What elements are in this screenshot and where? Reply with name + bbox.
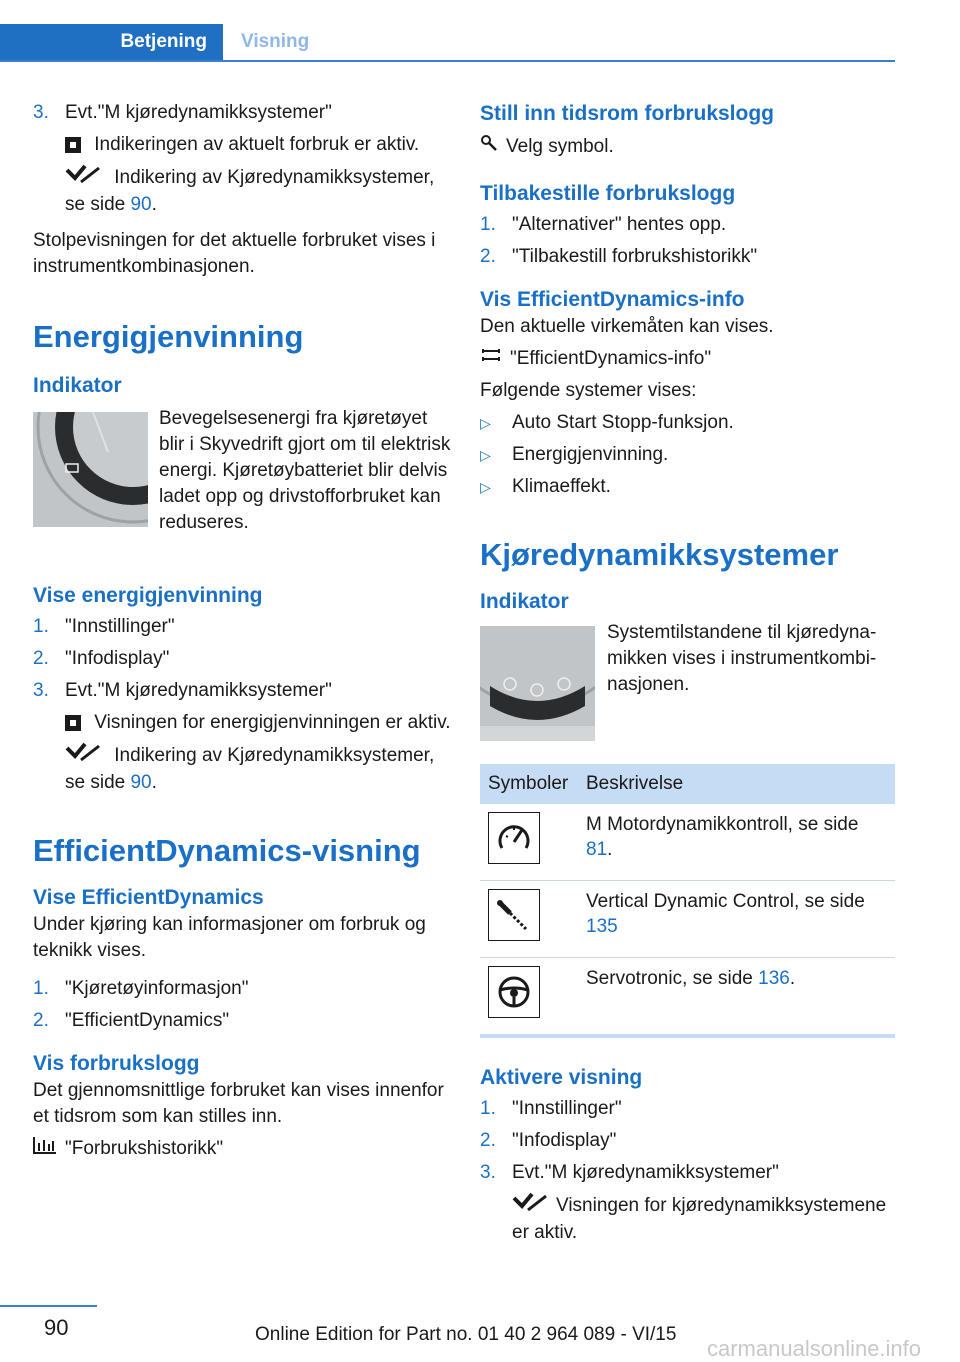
step-item bbox=[480, 212, 895, 238]
energy-active-note bbox=[33, 710, 453, 736]
triangle-bullet-icon: ▷ bbox=[480, 447, 491, 464]
step-number: 2. bbox=[33, 648, 49, 669]
note-text: Indikeringen av aktuelt forbruk er aktiv. bbox=[94, 134, 420, 155]
energy-gauge-image bbox=[33, 412, 148, 527]
heading-indikator-right: Indikator bbox=[480, 590, 569, 614]
step-number: 1. bbox=[480, 214, 496, 236]
indikator-section bbox=[33, 406, 453, 554]
drive-dynamics-note: Indikering av Kjøredynamikksystemer, se side 90. bbox=[33, 742, 453, 796]
left-column bbox=[33, 100, 453, 1162]
systems-list bbox=[480, 410, 895, 500]
cell-text: Servotronic, se side bbox=[586, 968, 759, 990]
drive-dynamics-note: Indikering av Kjøredynamikksystemer, se side 90. bbox=[33, 164, 453, 218]
right-column bbox=[480, 100, 895, 1252]
note-text: Visningen for kjøredynamikksystemene er aktiv. bbox=[512, 1195, 887, 1244]
square-display-icon bbox=[65, 715, 81, 731]
info-text: Den aktuelle virkemåten kan vises. bbox=[480, 316, 774, 338]
speedometer-icon bbox=[488, 812, 540, 864]
step-number: 3. bbox=[33, 680, 49, 701]
step-number: 2. bbox=[480, 1130, 496, 1152]
heading-still-inn: Still inn tidsrom forbrukslogg bbox=[480, 102, 774, 125]
indikator-section-right bbox=[480, 620, 895, 750]
checkmark-icon bbox=[65, 742, 101, 770]
log-text: Det gjennomsnittlige forbruket kan vises innenfor et tidsrom som kan stilles inn. bbox=[33, 1080, 444, 1127]
page-number: 90 bbox=[44, 1315, 69, 1340]
page-link[interactable]: 136 bbox=[758, 968, 790, 990]
note-text: Indikering av Kjøredynamikksystemer, bbox=[114, 745, 435, 767]
info-item bbox=[480, 346, 895, 372]
table-cell bbox=[578, 804, 895, 881]
step-number: 3. bbox=[480, 1162, 496, 1184]
cell-text: . bbox=[607, 839, 613, 861]
drive-dynamics-image bbox=[480, 626, 595, 741]
step-number: 1. bbox=[33, 616, 49, 637]
log-item-text: "Forbrukshistorikk" bbox=[65, 1138, 224, 1160]
footer-divider bbox=[0, 1305, 97, 1307]
step-text: Evt."M kjøredynamikksystemer" bbox=[65, 102, 332, 123]
cell-text: Vertical Dynamic Control, se side bbox=[586, 891, 865, 913]
shock-absorber-icon bbox=[488, 889, 540, 941]
table-header-beskrivelse: Beskrivelse bbox=[578, 764, 895, 804]
step-item bbox=[480, 1128, 895, 1154]
heading-indikator: Indikator bbox=[33, 374, 122, 397]
header-bar bbox=[0, 0, 895, 62]
steps-reset bbox=[480, 212, 895, 270]
list-item bbox=[480, 474, 895, 500]
tab-visning[interactable]: Visning bbox=[241, 31, 310, 52]
step-number: 3. bbox=[33, 102, 49, 123]
heading-vise-efficientdynamics: Vise EfficientDynamics bbox=[33, 886, 264, 909]
wrench-icon bbox=[480, 134, 498, 160]
list-item bbox=[480, 410, 895, 436]
step-item bbox=[33, 976, 453, 1002]
aktiv-note bbox=[480, 1192, 895, 1246]
indikator-text-right: Systemtilstandene til kjøredynamikken vises i instrumentkombinasjonen. bbox=[607, 622, 877, 696]
still-text bbox=[480, 134, 895, 160]
info-item-text: "EfficientDynamics-info" bbox=[510, 348, 712, 370]
cell-text: . bbox=[789, 968, 796, 990]
step-text: Evt."M kjøredynamikksystemer" bbox=[512, 1162, 779, 1184]
step-text: "Alternativer" hentes opp. bbox=[512, 214, 727, 236]
table-row bbox=[480, 958, 895, 1037]
step-item bbox=[480, 1096, 895, 1122]
table-cell bbox=[578, 958, 895, 1037]
step-text: "Infodisplay" bbox=[65, 648, 170, 669]
table-cell bbox=[578, 881, 895, 958]
log-item bbox=[33, 1136, 453, 1162]
list-item bbox=[480, 442, 895, 468]
step-text: "Innstillinger" bbox=[512, 1098, 622, 1120]
steering-wheel-icon bbox=[488, 966, 540, 1018]
step-number: 2. bbox=[33, 1010, 49, 1031]
step-item bbox=[33, 678, 453, 704]
edition-text: Online Edition for Part no. 01 40 2 964 089 - VI/15 bbox=[255, 1324, 677, 1345]
table-header-row bbox=[480, 764, 895, 804]
step-item bbox=[480, 244, 895, 270]
list-item-text: Auto Start Stopp-funksjon. bbox=[512, 412, 734, 434]
step-text: "Innstillinger" bbox=[65, 616, 175, 637]
systems-text: Følgende systemer vises: bbox=[480, 380, 697, 402]
note-text: se side bbox=[65, 772, 131, 793]
steps-energy bbox=[33, 614, 453, 704]
page-link[interactable]: 90 bbox=[130, 772, 152, 793]
step-text: "Infodisplay" bbox=[512, 1130, 617, 1152]
note-text: Visningen for energigjenvinningen er aktiv. bbox=[94, 712, 451, 733]
list-item-text: Klimaeffekt. bbox=[512, 476, 611, 498]
step-item bbox=[33, 100, 453, 126]
ed-text: Under kjøring kan informasjoner om forbruk og teknikk vises. bbox=[33, 914, 426, 961]
heading-vise-energigjenvinning: Vise energigjenvinning bbox=[33, 584, 263, 607]
table-row bbox=[480, 804, 895, 881]
note-text: se side bbox=[65, 194, 131, 215]
step-text: "Tilbakestill forbrukshistorikk" bbox=[512, 246, 758, 268]
heading-kjoredynamikk: Kjøredynamikksystemer bbox=[480, 537, 839, 573]
tab-betjening[interactable]: Betjening bbox=[0, 24, 223, 60]
heading-vis-forbrukslogg: Vis forbrukslogg bbox=[33, 1052, 200, 1075]
page-link[interactable]: 90 bbox=[130, 194, 152, 215]
indikator-text: Bevegelsesenergi fra kjøretøyet blir i Skyvedrift gjort om til elektrisk energi. Kjøretøybatteriet blir delvis ladet opp og drivstofforbruket kan reduseres. bbox=[159, 408, 451, 533]
heading-efficientdynamics: EfficientDynamics-visning bbox=[33, 833, 421, 868]
table-row bbox=[480, 881, 895, 958]
step-number: 2. bbox=[480, 246, 496, 268]
checkmark-icon bbox=[65, 164, 101, 192]
symbols-table bbox=[480, 764, 895, 1038]
triangle-bullet-icon: ▷ bbox=[480, 479, 491, 496]
watermark-text: carmanualsonline.info bbox=[707, 1336, 922, 1361]
steps-ed bbox=[33, 976, 453, 1034]
step-number: 1. bbox=[33, 978, 49, 999]
cell-text: M Motordynamikkontroll, se side bbox=[586, 814, 859, 836]
page-link[interactable]: 81 bbox=[586, 839, 608, 861]
heading-vis-info: Vis EfficientDynamics-info bbox=[480, 288, 745, 312]
triangle-bullet-icon: ▷ bbox=[480, 415, 491, 432]
step-item bbox=[480, 1160, 895, 1186]
step-item bbox=[33, 614, 453, 640]
step-text: "EfficientDynamics" bbox=[65, 1010, 230, 1031]
heading-energigjenvinning: Energigjenvinning bbox=[33, 319, 304, 354]
note-text: Indikering av Kjøredynamikksystemer, bbox=[114, 167, 435, 189]
step-number: 1. bbox=[480, 1098, 496, 1120]
step-item bbox=[33, 1008, 453, 1034]
bar-chart-icon bbox=[33, 1136, 57, 1162]
still-text-label: Velg symbol. bbox=[506, 136, 614, 158]
step-item bbox=[33, 646, 453, 672]
current-consumption-note bbox=[33, 132, 453, 158]
car-icon bbox=[480, 346, 502, 372]
checkmark-icon bbox=[512, 1192, 548, 1220]
step-text: "Kjøretøyinformasjon" bbox=[65, 978, 249, 999]
table-header-symboler: Symboler bbox=[480, 764, 578, 804]
list-item-text: Energigjenvinning. bbox=[512, 444, 669, 466]
heading-aktivere: Aktivere visning bbox=[480, 1066, 643, 1090]
square-display-icon bbox=[65, 137, 81, 153]
heading-tilbakestille: Tilbakestille forbrukslogg bbox=[480, 182, 736, 206]
page-link[interactable]: 135 bbox=[586, 916, 618, 938]
step-text: Evt."M kjøredynamikksystemer" bbox=[65, 680, 332, 701]
bar-display-text: Stolpevisningen for det aktuelle forbruket vises i instrumentkombinasjonen. bbox=[33, 230, 436, 277]
steps-aktiv bbox=[480, 1096, 895, 1186]
